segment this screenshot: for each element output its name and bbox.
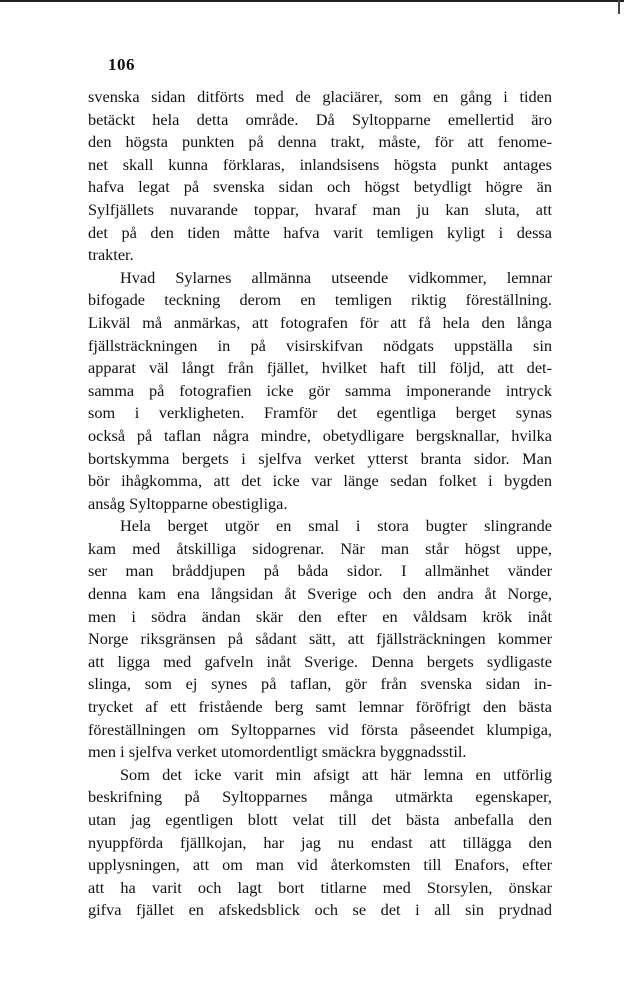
text-line: hafva legat på svenska sidan och högst betydligt högre än — [88, 177, 552, 197]
text-line: Sylfjällets nuvarande toppar, hvaraf man ju kan sluta, att — [88, 199, 552, 219]
text-line: Norge riksgränsen på sådant sätt, att fjällsträckningen kommer — [88, 629, 552, 649]
text-line: trakter. — [88, 245, 134, 265]
text-line: gifva fjället en afskedsblick och se det i all sin prydnad — [88, 900, 552, 920]
top-border-rule — [0, 0, 624, 2]
text-line: fjällsträckningen in på visirskifvan nödgats uppställa sin — [88, 335, 552, 355]
text-line: samma på fotografien icke gör samma imponerande intryck — [88, 380, 552, 400]
text-line: men i södra ändan skär den efter en våldsam krök inåt — [88, 606, 552, 626]
page-number: 106 — [108, 55, 135, 74]
text-line: beskrifning på Syltopparnes många utmärkta egenskaper, — [88, 787, 552, 807]
text-line: upplysningen, att om man vid återkomsten till Enafors, efter — [88, 855, 552, 875]
text-line: nyuppförda fjällkojan, har jag nu endast att tillägga den — [88, 832, 552, 852]
text-line: bifogade teckning derom en temligen riktig föreställning. — [88, 290, 552, 310]
text-line: det på den tiden måtte hafva varit temligen kyligt i dessa — [88, 222, 552, 242]
text-line: utan jag egentligen blott velat till det bästa anbefalla den — [88, 810, 552, 829]
text-line: slinga, som ej synes på taflan, gör från svenska sidan in- — [88, 674, 552, 694]
text-line: apparat väl långt från fjället, hvilket haft till följd, att det- — [88, 358, 552, 378]
body-text — [88, 86, 552, 922]
text-line: att ha varit och lagt bort titlarne med Storsylen, önskar — [88, 877, 552, 897]
text-line: Hvad Sylarnes allmänna utseende vidkommer, lemnar — [120, 267, 552, 287]
text-line: Som det icke varit min afsigt att här lemna en utförlig — [120, 764, 552, 784]
text-line: bör ihågkomma, att det icke var länge sedan folket i bygden — [88, 471, 552, 491]
text-line: men i sjelfva verket utomordentligt smäckra byggnadsstil. — [88, 742, 467, 762]
text-line: trycket af ett fristående berg samt lemnar föröfrigt den bästa — [88, 697, 552, 717]
text-line: Likväl må anmärkas, att fotografen för att få hela den långa — [88, 312, 552, 332]
text-line: också på taflan några mindre, obetydligare bergsknallar, hvilka — [88, 425, 552, 445]
text-line: ansåg Syltopparne obestigliga. — [88, 493, 288, 513]
text-line: betäckt hela detta område. Då Syltopparne emellertid äro — [88, 109, 552, 129]
text-line: Hela berget utgör en smal i stora bugter slingrande — [120, 516, 552, 536]
text-line: bortskymma bergets i sjelfva verket ytterst branta sidor. Man — [88, 448, 552, 468]
text-line: net skall kunna förklaras, inlandsisens högsta punkt antages — [88, 154, 552, 174]
page-edge-mark — [618, 0, 620, 14]
text-line: denna kam ena långsidan åt Sverige och den andra åt Norge, — [88, 584, 552, 604]
text-line: svenska sidan ditförts med de glaciärer, som en gång i tiden — [88, 87, 552, 106]
text-line: den högsta punkten på denna trakt, måste, för att fenome- — [88, 132, 552, 152]
text-line: ser man bråddjupen på båda sidor. I allmänhet vänder — [88, 561, 552, 581]
text-line: att ligga med gafveln inåt Sverige. Denna bergets sydligaste — [88, 651, 552, 671]
text-line: kam med åtskilliga sidogrenar. När man står högst uppe, — [88, 538, 552, 558]
text-line: som i verkligheten. Framför det egentliga berget synas — [88, 403, 552, 423]
text-line: föreställningen om Syltopparnes vid första påseendet klumpiga, — [88, 719, 552, 739]
